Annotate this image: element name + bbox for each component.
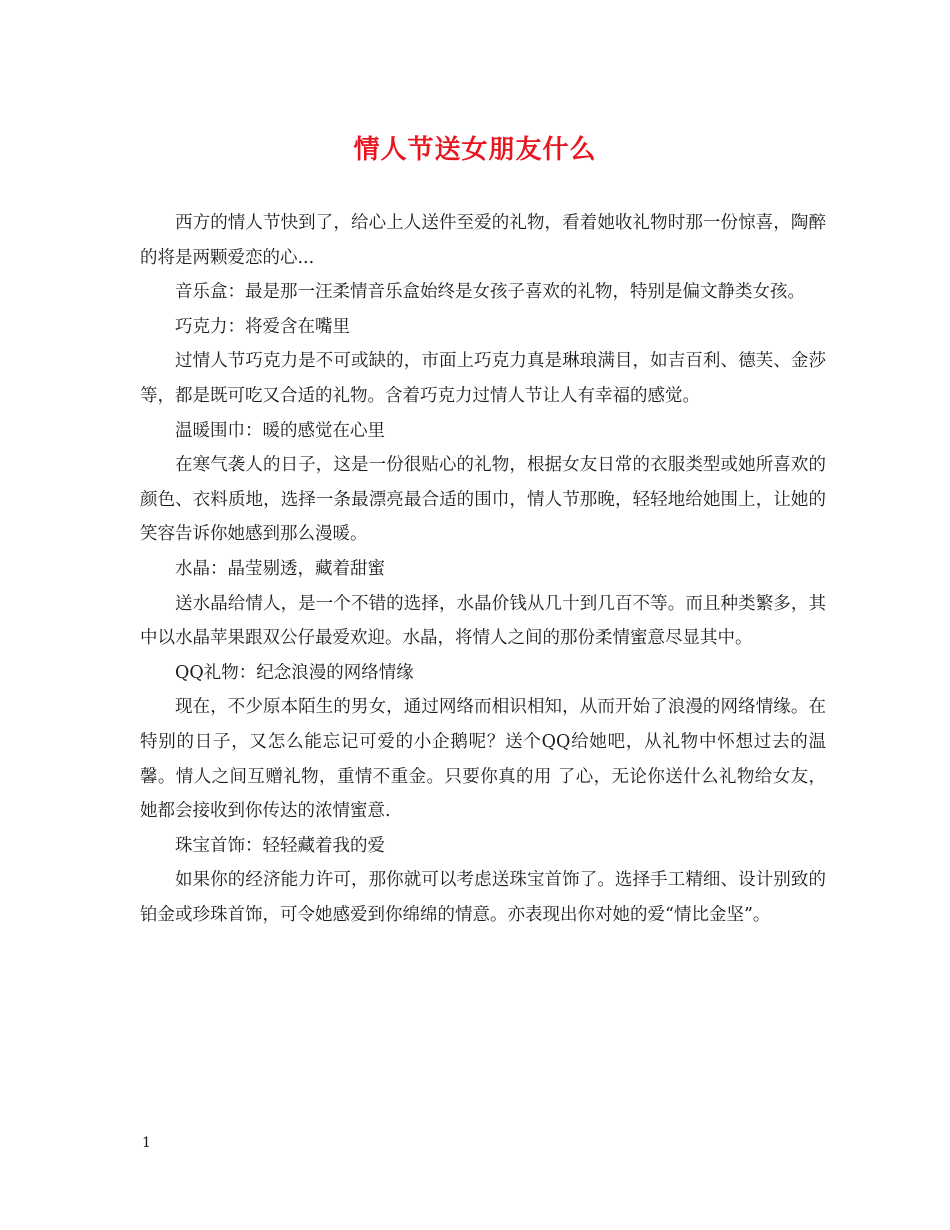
paragraph-intro: 西方的情人节快到了，给心上人送件至爱的礼物，看着她收礼物时那一份惊喜，陶醉的将是两颗爱恋的心... xyxy=(140,213,826,268)
heading-chocolate: 巧克力：将爱含在嘴里 xyxy=(175,316,350,337)
heading-crystal: 水晶：晶莹剔透，藏着甜蜜 xyxy=(175,558,385,579)
paragraph-qq-gift: 现在，不少原本陌生的男女，通过网络而相识相知，从而开始了浪漫的网络情缘。在特别的日子，又怎么能忘记可爱的小企鹅呢？送个QQ给她吧，从礼物中怀想过去的温馨。情人之间互赠礼物，重情不重金。只要你真的用 了心，无论你送什么礼物给女友，她都会接收到你传达的浓情蜜意. xyxy=(140,697,826,822)
document-title: 情人节送女朋友什么 xyxy=(353,135,597,165)
paragraph-crystal: 送水晶给情人，是一个不错的选择，水晶价钱从几十到几百不等。而且种类繁多，其中以水晶苹果跟双公仔最爱欢迎。水晶，将情人之间的那份柔情蜜意尽显其中。 xyxy=(140,593,826,649)
page-number: 1 xyxy=(142,1135,151,1151)
heading-scarf: 温暖围巾：暖的感觉在心里 xyxy=(175,420,385,441)
paragraph-jewelry: 如果你的经济能力许可，那你就可以考虑送珠宝首饰了。选择手工精细、设计别致的铂金或珍珠首饰，可令她感爱到你绵绵的情意。亦表现出你对她的爱“情比金坚”。 xyxy=(140,870,826,925)
heading-qq-gift: QQ礼物：纪念浪漫的网络情缘 xyxy=(175,662,414,683)
heading-jewelry: 珠宝首饰：轻轻藏着我的爱 xyxy=(175,835,385,856)
paragraph-chocolate: 过情人节巧克力是不可或缺的，市面上巧克力真是琳琅满目，如吉百利、德芙、金莎等，都是既可吃又合适的礼物。含着巧克力过情人节让人有幸福的感觉。 xyxy=(140,351,826,406)
paragraph-scarf: 在寒气袭人的日子，这是一份很贴心的礼物，根据女友日常的衣服类型或她所喜欢的颜色、衣料质地，选择一条最漂亮最合适的围巾，情人节那晚，轻轻地给她围上，让她的笑容告诉你她感到那么漫暖。 xyxy=(140,455,826,545)
document-body xyxy=(140,206,826,932)
paragraph-music-box: 音乐盒：最是那一汪柔情音乐盒始终是女孩子喜欢的礼物，特别是偏文静类女孩。 xyxy=(175,282,805,303)
